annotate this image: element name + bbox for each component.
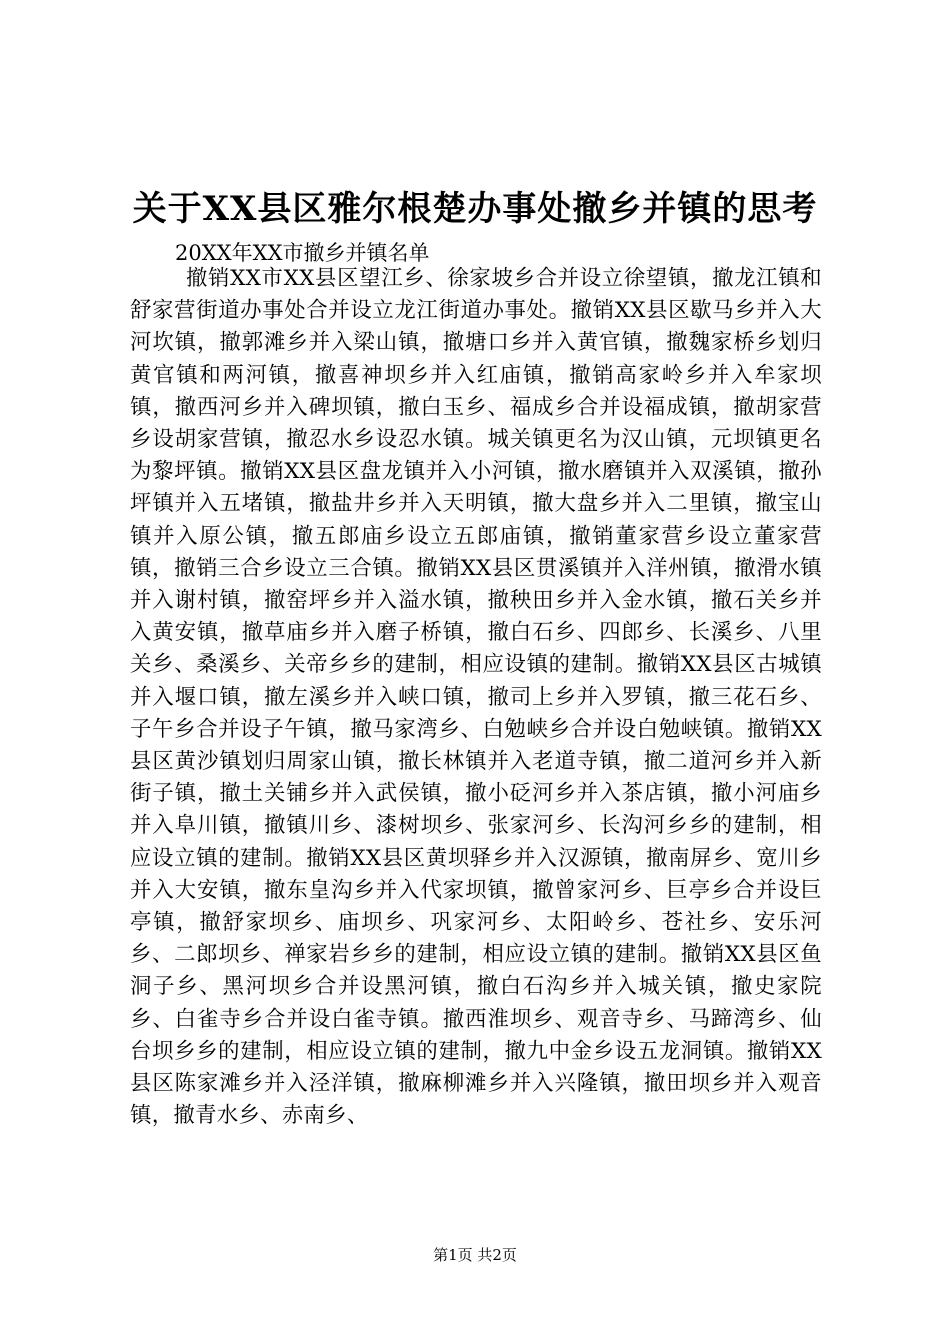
page-number-footer: 第1页 共2页: [433, 1246, 517, 1264]
document-body-paragraph: 撤销XX市XX县区望江乡、徐家坡乡合并设立徐望镇，撤龙江镇和舒家营街道办事处合并设立龙江街道办事处。撤销XX县区歇马乡并入大河坎镇，撤郭滩乡并入梁山镇，撤塘口乡并入黄官镇，撤魏家桥乡划归黄官镇和两河镇，撤喜神坝乡并入红庙镇，撤销高家岭乡并入牟家坝镇，撤西河乡并入碑坝镇，撤白玉乡、福成乡合并设福成镇，撤胡家营乡设胡家营镇，撤忍水乡设忍水镇。城关镇更名为汉山镇，元坝镇更名为黎坪镇。撤销XX县区盘龙镇并入小河镇，撤水磨镇并入双溪镇，撤孙坪镇并入五堵镇，撤盐井乡并入天明镇，撤大盘乡并入二里镇，撤宝山镇并入原公镇，撤五郎庙乡设立五郎庙镇，撤销董家营乡设立董家营镇，撤销三合乡设立三合镇。撤销XX县区贯溪镇并入洋州镇，撤滑水镇并入谢村镇，撤窑坪乡并入溢水镇，撤秧田乡并入金水镇，撤石关乡并入黄安镇，撤草庙乡并入磨子桥镇，撤白石乡、四郎乡、长溪乡、八里关乡、桑溪乡、关帝乡乡的建制，相应设镇的建制。撤销XX县区古城镇并入堰口镇，撤左溪乡并入峡口镇，撤司上乡并入罗镇，撤三花石乡、子午乡合并设子午镇，撤马家湾乡、白勉峡乡合并设白勉峡镇。撤销XX县区黄沙镇划归周家山镇，撤长林镇并入老道寺镇，撤二道河乡并入新街子镇，撤土关铺乡并入武侯镇，撤小砭河乡并入茶店镇，撤小河庙乡并入阜川镇，撤镇川乡、漆树坝乡、张家河乡、长沟河乡乡的建制，相应设立镇的建制。撤销XX县区黄坝驿乡并入汉源镇，撤南屏乡、宽川乡并入大安镇，撤东皇沟乡并入代家坝镇，撤曾家河乡、巨亭乡合并设巨亭镇，撤舒家坝乡、庙坝乡、巩家河乡、太阳岭乡、苍社乡、安乐河乡、二郎坝乡、禅家岩乡乡的建制，相应设立镇的建制。撤销XX县区鱼洞子乡、黑河坝乡合并设黑河镇，撤白石沟乡并入城关镇，撤史家院乡、白雀寺乡合并设白雀寺镇。撤西淮坝乡、观音寺乡、马蹄湾乡、仙台坝乡乡的建制，相应设立镇的建制，撤九中金乡设五龙洞镇。撤销XX县区陈家滩乡并入泾洋镇，撤麻柳滩乡并入兴隆镇，撤田坝乡并入观音镇，撤青水乡、赤南乡、: [130, 266, 822, 1129]
document-title: 关于XX县区雅尔根楚办事处撤乡并镇的思考: [132, 189, 818, 229]
document-subtitle: 20XX年XX市撤乡并镇名单: [175, 241, 430, 265]
